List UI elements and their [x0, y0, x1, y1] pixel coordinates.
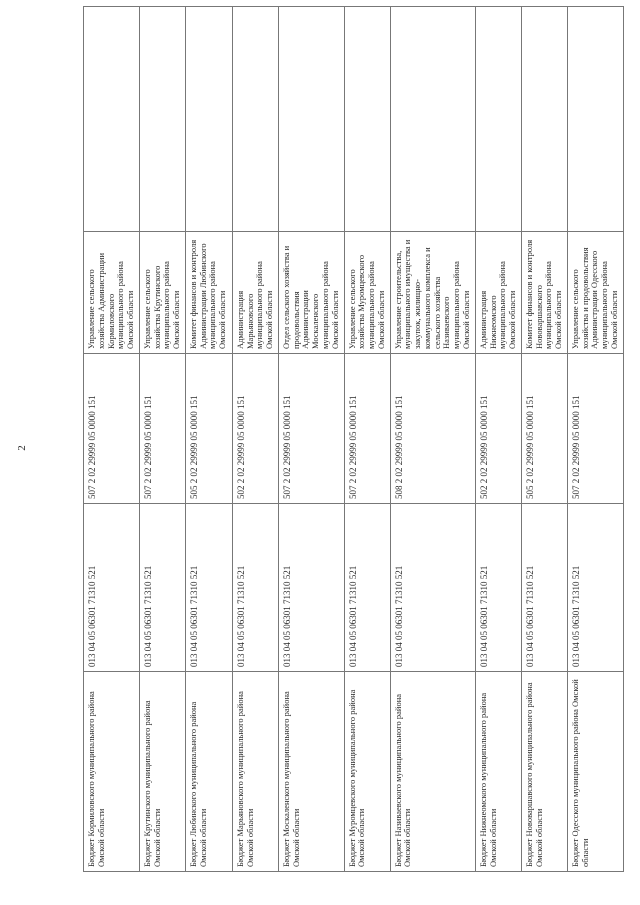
budget-cell: Бюджет Любинского муниципального района Омской области [185, 672, 232, 872]
budget-code-cell: 013 04 05 06301 71310 521 [390, 504, 475, 672]
budget-cell: Бюджет Одесского муниципального района Омской области [567, 672, 623, 872]
table-row [139, 7, 185, 872]
budget-cell: Бюджет Нижнеомского муниципального района Омской области [475, 672, 521, 872]
administrator-cell: Управление сельского хозяйства Муромцевского муниципального района Омской области [344, 232, 390, 354]
administrator-cell: Администрация Нижнеомского муниципального района Омской области [475, 232, 521, 354]
budget-cell: Бюджет Називаевского муниципального района Омской области [390, 672, 475, 872]
table-row [344, 7, 390, 872]
budget-cell: Бюджет Марьяновского муниципального района Омской области [232, 672, 278, 872]
empty-cell [232, 7, 278, 232]
table-row [185, 7, 232, 872]
budget-code-cell: 013 04 05 06301 71310 521 [139, 504, 185, 672]
empty-cell [185, 7, 232, 232]
budget-cell: Бюджет Москаленского муниципального района Омской области [278, 672, 344, 872]
revenue-code-cell: 507 2 02 29999 05 0000 151 [344, 354, 390, 504]
revenue-code-cell: 507 2 02 29999 05 0000 151 [84, 354, 140, 504]
table-row [278, 7, 344, 872]
empty-cell [84, 7, 140, 232]
budget-cell: Бюджет Кормиловского муниципального района Омской области [84, 672, 140, 872]
empty-cell [390, 7, 475, 232]
budget-code-cell: 013 04 05 06301 71310 521 [232, 504, 278, 672]
empty-cell [567, 7, 623, 232]
revenue-code-cell: 507 2 02 29999 05 0000 151 [278, 354, 344, 504]
budget-code-cell: 013 04 05 06301 71310 521 [344, 504, 390, 672]
empty-cell [475, 7, 521, 232]
revenue-code-cell: 502 2 02 29999 05 0000 151 [232, 354, 278, 504]
rotated-page [83, 7, 619, 872]
budget-code-cell: 013 04 05 06301 71310 521 [278, 504, 344, 672]
table-row [390, 7, 475, 872]
table-row [232, 7, 278, 872]
empty-cell [139, 7, 185, 232]
administrator-cell: Управление сельского хозяйства Крутинского муниципального района Омской области [139, 232, 185, 354]
budget-cell: Бюджет Муромцевского муниципального района Омской области [344, 672, 390, 872]
budget-code-cell: 013 04 05 06301 71310 521 [84, 504, 140, 672]
table-row [84, 7, 140, 872]
administrator-cell: Управление сельского хозяйства Администрации Кормиловского муниципального района Омской области [84, 232, 140, 354]
administrator-cell: Администрация Марьяновского муниципального района Омской области [232, 232, 278, 354]
table-body [84, 7, 624, 872]
page-number: 2 [16, 445, 28, 451]
revenue-code-cell: 505 2 02 29999 05 0000 151 [185, 354, 232, 504]
administrator-cell: Отдел сельского хозяйства и продовольствия Администрации Москаленского муниципального района Омской области [278, 232, 344, 354]
administrator-cell: Управление сельского хозяйства и продовольствия Администрации Одесского муниципального района Омской области [567, 232, 623, 354]
budget-table [83, 6, 624, 872]
budget-cell: Бюджет Нововаршавского муниципального района Омской области [521, 672, 567, 872]
budget-cell: Бюджет Крутинского муниципального района Омской области [139, 672, 185, 872]
budget-code-cell: 013 04 05 06301 71310 521 [567, 504, 623, 672]
budget-code-cell: 013 04 05 06301 71310 521 [185, 504, 232, 672]
administrator-cell: Управление строительства, муниципального имущества и закупок, жилищно-коммунального комплекса и сельского хозяйства Називаевского муниципального района Омской области [390, 232, 475, 354]
revenue-code-cell: 508 2 02 29999 05 0000 151 [390, 354, 475, 504]
table-row [475, 7, 521, 872]
empty-cell [521, 7, 567, 232]
empty-cell [344, 7, 390, 232]
revenue-code-cell: 507 2 02 29999 05 0000 151 [139, 354, 185, 504]
administrator-cell: Комитет финансов и контроля Нововаршавского муниципального района Омской области [521, 232, 567, 354]
empty-cell [278, 7, 344, 232]
table-row [521, 7, 567, 872]
budget-code-cell: 013 04 05 06301 71310 521 [521, 504, 567, 672]
budget-code-cell: 013 04 05 06301 71310 521 [475, 504, 521, 672]
administrator-cell: Комитет финансов и контроля Администрации Любинского муниципального района Омской области [185, 232, 232, 354]
revenue-code-cell: 505 2 02 29999 05 0000 151 [521, 354, 567, 504]
revenue-code-cell: 507 2 02 29999 05 0000 151 [567, 354, 623, 504]
table-row [567, 7, 623, 872]
revenue-code-cell: 502 2 02 29999 05 0000 151 [475, 354, 521, 504]
